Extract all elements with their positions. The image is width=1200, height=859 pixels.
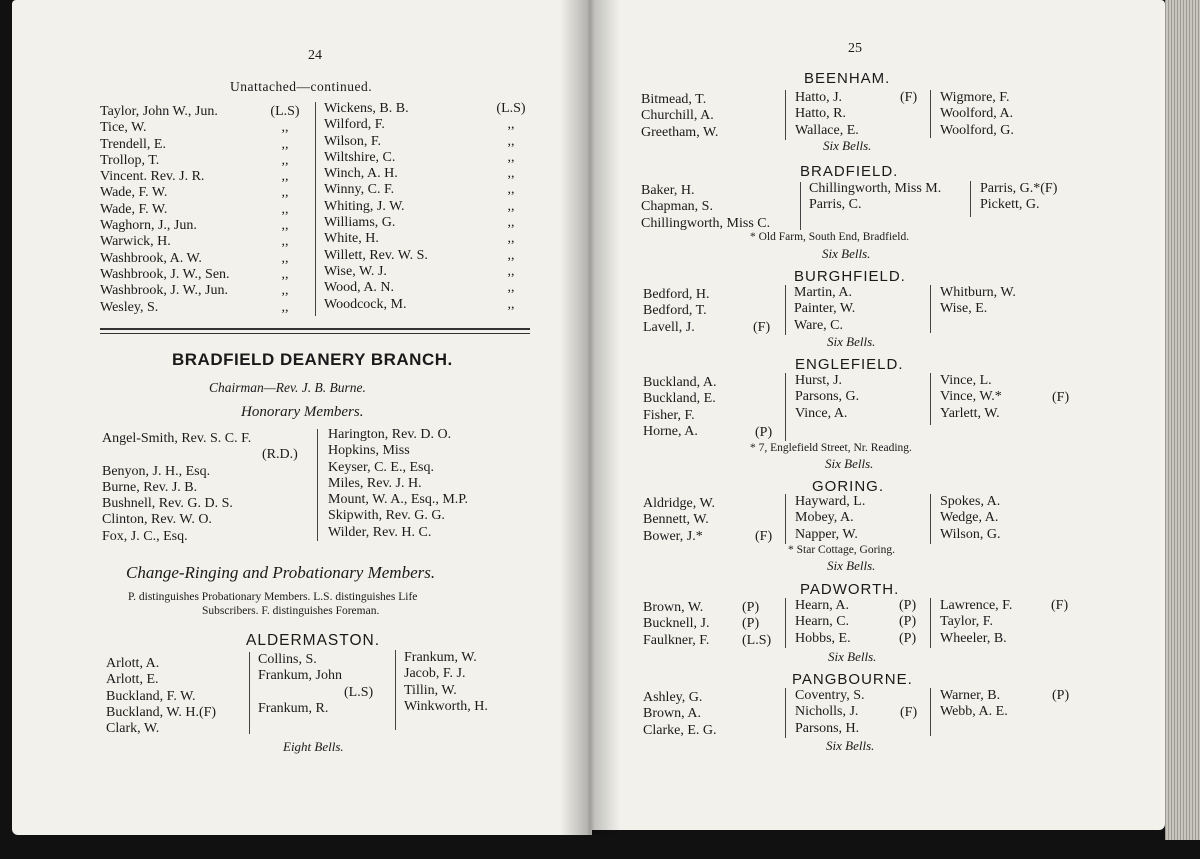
member-mark <box>1051 631 1068 647</box>
englefield-col1 <box>643 375 717 440</box>
member-name: Brown, W. <box>643 600 704 615</box>
member-name: Martin, A. <box>794 285 852 300</box>
member-name: Parsons, H. <box>795 720 860 736</box>
goring-col1 <box>643 496 715 545</box>
member-name: Wheeler, B. <box>940 630 1007 646</box>
padworth-col1-marks <box>742 600 771 649</box>
bradfield-note: * Old Farm, South End, Bradfield. <box>750 231 910 243</box>
goring-heading: GORING. <box>812 478 885 495</box>
member-mark: ,, <box>281 250 289 266</box>
member-name: Pickett, G. <box>980 197 1040 213</box>
englefield-foreman-mark: (F) <box>1052 390 1070 405</box>
legend-line-2: Subscribers. F. distinguishes Foreman. <box>202 605 380 617</box>
member-mark: (P) <box>899 630 917 646</box>
member-name: Woolford, G. <box>940 122 1014 138</box>
member-name: Webb, A. E. <box>940 704 1008 720</box>
column-divider <box>800 182 801 230</box>
member-name: Wedge, A. <box>940 510 999 526</box>
column-divider <box>930 494 931 544</box>
member-mark: ,, <box>281 185 289 201</box>
member-name: Parris, C. <box>809 197 862 213</box>
member-mark: ,, <box>507 149 515 165</box>
member-name: Woolford, A. <box>940 106 1014 122</box>
burghfield-heading: BURGHFIELD. <box>794 268 906 285</box>
padworth-col1 <box>643 600 710 649</box>
member-name: Taylor, F. <box>940 614 993 630</box>
burghfield-bells: Six Bells. <box>827 334 876 349</box>
member-mark: ,, <box>281 283 289 299</box>
member-name: Faulkner, F. <box>643 632 710 648</box>
goring-bells: Six Bells. <box>827 558 876 573</box>
honorary-member: Wilder, Rev. H. C. <box>328 524 432 540</box>
pangbourne-heading: PANGBOURNE. <box>792 671 913 688</box>
pangbourne-foreman-mark: (F) <box>900 705 918 720</box>
column-divider <box>785 90 786 140</box>
member-name: White, H. <box>324 231 379 247</box>
section-rule <box>100 328 530 330</box>
column-divider <box>317 429 318 541</box>
aldermaston-col3 <box>404 650 488 715</box>
member-name: Washbrook, J. W., Jun. <box>100 283 228 299</box>
padworth-heading: PADWORTH. <box>800 581 900 598</box>
member-name: Jacob, F. J. <box>404 666 466 682</box>
member-name: Wiltshire, C. <box>324 149 396 165</box>
member-name: Churchill, A. <box>641 108 714 124</box>
member-name: Spokes, A. <box>940 494 1001 509</box>
member-mark: ,, <box>281 169 289 185</box>
member-name: Warwick, H. <box>100 234 171 250</box>
englefield-bells: Six Bells. <box>825 456 874 471</box>
member-mark: ,, <box>281 299 289 315</box>
column-divider <box>315 102 316 316</box>
honorary-left-column <box>102 431 298 545</box>
member-name: Waghorn, J., Jun. <box>100 218 197 234</box>
honorary-member: Fox, J. C., Esq. <box>102 528 188 544</box>
member-name: Wilford, F. <box>324 117 385 133</box>
member-mark: (L.S) <box>496 101 526 116</box>
branch-title: BRADFIELD DEANERY BRANCH. <box>172 350 453 369</box>
honorary-member: Benyon, J. H., Esq. <box>102 463 211 479</box>
member-name: Wood, A. N. <box>324 280 395 296</box>
member-name: Buckland, W. H.(F) <box>106 704 217 720</box>
member-name: Bitmead, T. <box>641 92 707 107</box>
member-mark: (P) <box>742 600 760 615</box>
member-name: Bedford, T. <box>643 303 707 319</box>
member-name: Taylor, John W., Jun. <box>100 104 218 119</box>
change-ringing-title: Change-Ringing and Probationary Members. <box>126 563 436 582</box>
column-divider <box>930 688 931 736</box>
column-divider <box>785 285 786 335</box>
goring-note: * Star Cottage, Goring. <box>788 544 895 556</box>
member-name: Clarke, E. G. <box>643 722 717 738</box>
member-name: Collins, S. <box>258 652 317 667</box>
section-rule-thin <box>100 333 530 334</box>
honorary-member: Burne, Rev. J. B. <box>102 479 198 495</box>
aldermaston-bells: Eight Bells. <box>283 739 344 754</box>
member-name: Wise, E. <box>940 301 988 317</box>
aldermaston-col1 <box>106 656 216 737</box>
honorary-member: Hopkins, Miss <box>328 443 410 459</box>
member-name: Coventry, S. <box>795 688 865 703</box>
member-name: Woodcock, M. <box>324 296 407 312</box>
member-name: Warner, B. <box>940 688 1001 703</box>
member-mark: (P) <box>899 598 917 613</box>
aldermaston-heading: ALDERMASTON. <box>246 632 381 649</box>
section-title: Unattached—continued. <box>230 79 373 94</box>
member-name: Horne, A. <box>643 423 698 439</box>
column-divider <box>785 598 786 648</box>
padworth-col2-marks <box>899 598 916 647</box>
member-mark: ,, <box>507 166 515 182</box>
member-name: Lavell, J. <box>643 319 695 335</box>
member-mark: ,, <box>507 117 515 133</box>
member-mark: ,, <box>281 266 289 282</box>
goring-col2 <box>795 494 865 543</box>
beenham-col2 <box>795 90 859 139</box>
member-mark: ,, <box>281 152 289 168</box>
column-divider <box>785 688 786 738</box>
bradfield-bells: Six Bells. <box>822 246 871 261</box>
member-name: Hearn, A. <box>795 598 850 613</box>
member-name: Vincent. Rev. J. R. <box>100 169 205 185</box>
burghfield-col1 <box>643 287 710 336</box>
bradfield-heading: BRADFIELD. <box>800 163 899 180</box>
member-name: Wigmore, F. <box>940 90 1010 105</box>
burghfield-col3 <box>940 285 1016 318</box>
member-name: Chillingworth, Miss C. <box>641 215 771 231</box>
column-divider <box>785 373 786 441</box>
member-name: Bower, J.* <box>643 528 703 544</box>
englefield-probationary-mark: (P) <box>755 425 773 440</box>
member-name: Winny, C. F. <box>324 182 395 198</box>
member-mark: (L.S) <box>270 104 300 119</box>
member-name: Trollop, T. <box>100 152 160 168</box>
englefield-heading: ENGLEFIELD. <box>795 356 904 373</box>
page-number: 25 <box>848 41 862 56</box>
beenham-col3 <box>940 90 1014 139</box>
column-divider <box>395 650 396 730</box>
pangbourne-bells: Six Bells. <box>826 738 875 753</box>
member-name: Ashley, G. <box>643 690 703 705</box>
bradfield-col3 <box>980 181 1057 214</box>
member-name: Whiting, J. W. <box>324 198 405 214</box>
member-name: (L.S) <box>344 684 374 700</box>
member-name: Frankum, John <box>258 668 342 684</box>
member-name: Hatto, R. <box>795 106 846 122</box>
member-mark: (L.S) <box>742 632 772 648</box>
member-mark: ,, <box>507 280 515 296</box>
pangbourne-col3 <box>940 688 1008 721</box>
member-mark: ,, <box>507 263 515 279</box>
left-page <box>12 0 592 835</box>
member-name: Frankum, R. <box>258 700 329 716</box>
honorary-member: Harington, Rev. D. O. <box>328 427 452 442</box>
honorary-member: Miles, Rev. J. H. <box>328 475 422 491</box>
member-name: Williams, G. <box>324 215 396 231</box>
goring-foreman-mark: (F) <box>755 529 773 544</box>
member-name: Bennett, W. <box>643 512 709 528</box>
beenham-foreman-mark: (F) <box>900 90 918 105</box>
member-name: Ware, C. <box>794 317 844 333</box>
member-name: Wade, F. W. <box>100 201 168 217</box>
chairman-line: Chairman—Rev. J. B. Burne. <box>209 380 366 395</box>
member-name: Chapman, S. <box>641 199 713 215</box>
member-name: Buckland, A. <box>643 375 717 390</box>
member-name: Mobey, A. <box>795 510 854 526</box>
member-name: Willett, Rev. W. S. <box>324 247 428 263</box>
column-divider <box>930 285 931 333</box>
page-number: 24 <box>308 48 322 63</box>
book-spine-shadow <box>560 0 620 835</box>
member-name: Painter, W. <box>794 301 856 317</box>
member-mark: ,, <box>281 218 289 234</box>
member-name: Bucknell, J. <box>643 616 710 632</box>
member-mark: ,, <box>507 198 515 214</box>
member-name: Nicholls, J. <box>795 704 859 720</box>
burghfield-foreman-mark: (F) <box>753 320 771 335</box>
member-name: Bedford, H. <box>643 287 710 302</box>
honorary-member: Angel-Smith, Rev. S. C. F. <box>102 431 252 446</box>
member-mark: (P) <box>899 614 917 630</box>
unattached-right-column <box>324 101 428 313</box>
padworth-col3 <box>940 598 1012 647</box>
member-mark: ,, <box>507 133 515 149</box>
burghfield-col2 <box>794 285 855 334</box>
member-name: Parris, G.*(F) <box>980 181 1058 196</box>
unattached-left-marks <box>265 104 305 316</box>
englefield-col3 <box>940 373 1002 422</box>
member-name: Chillingworth, Miss M. <box>809 181 942 196</box>
honorary-member: Clinton, Rev. W. O. <box>102 512 212 528</box>
member-name: Vince, A. <box>795 405 848 421</box>
member-name: Winkworth, H. <box>404 698 488 714</box>
member-name: Hurst, J. <box>795 373 843 388</box>
honorary-member: Keyser, C. E., Esq. <box>328 459 434 475</box>
member-mark: ,, <box>281 201 289 217</box>
member-name: Napper, W. <box>795 526 858 542</box>
member-mark: ,, <box>507 182 515 198</box>
member-name: Whitburn, W. <box>940 285 1016 300</box>
padworth-bells: Six Bells. <box>828 649 877 664</box>
member-name: Fisher, F. <box>643 407 695 423</box>
member-name: Hayward, L. <box>795 494 866 509</box>
goring-col3 <box>940 494 1001 543</box>
member-name: Tice, W. <box>100 120 147 136</box>
englefield-col2 <box>795 373 859 422</box>
honorary-member: Bushnell, Rev. G. D. S. <box>102 496 233 512</box>
column-divider <box>930 598 931 648</box>
member-name: Wallace, E. <box>795 122 859 138</box>
member-name: Greetham, W. <box>641 124 719 140</box>
aldermaston-col2 <box>258 652 373 717</box>
member-name: Buckland, F. W. <box>106 688 196 704</box>
pangbourne-probationary-mark: (P) <box>1052 688 1070 703</box>
honorary-member: Mount, W. A., Esq., M.P. <box>328 492 469 508</box>
unattached-right-marks <box>487 101 535 313</box>
beenham-heading: BEENHAM. <box>804 70 891 87</box>
member-name: Wesley, S. <box>100 299 159 315</box>
column-divider <box>930 90 931 138</box>
pangbourne-col1 <box>643 690 716 739</box>
column-divider <box>785 494 786 544</box>
padworth-col2 <box>795 598 851 647</box>
member-name: Aldridge, W. <box>643 496 715 511</box>
member-name: Yarlett, W. <box>940 405 1000 421</box>
member-name: Vince, L. <box>940 373 992 388</box>
member-name: Washbrook, J. W., Sen. <box>100 266 230 282</box>
member-name: Trendell, E. <box>100 136 166 152</box>
column-divider <box>249 652 250 734</box>
member-mark: ,, <box>507 296 515 312</box>
honorary-title: Honorary Members. <box>241 404 364 420</box>
member-mark: ,, <box>507 247 515 263</box>
bradfield-col1 <box>641 183 770 232</box>
member-mark: ,, <box>507 231 515 247</box>
member-mark: (P) <box>742 616 760 632</box>
member-name: Parsons, G. <box>795 389 860 405</box>
englefield-note: * 7, Englefield Street, Nr. Reading. <box>750 442 912 454</box>
honorary-member: (R.D.) <box>262 447 298 463</box>
member-name: Wise, W. J. <box>324 263 387 279</box>
member-name: Wickens, B. B. <box>324 101 409 116</box>
member-mark: (F) <box>1051 598 1069 613</box>
bradfield-col2 <box>809 181 941 214</box>
member-name: Frankum, W. <box>404 650 477 665</box>
member-name: Hatto, J. <box>795 90 843 105</box>
column-divider <box>930 373 931 425</box>
honorary-right-column <box>328 427 468 541</box>
member-mark: ,, <box>281 120 289 136</box>
beenham-bells: Six Bells. <box>823 138 872 153</box>
column-divider <box>970 181 971 217</box>
member-name: Washbrook, A. W. <box>100 250 202 266</box>
member-name: Wilson, F. <box>324 133 382 149</box>
member-name: Winch, A. H. <box>324 166 398 182</box>
member-name: Vince, W.* <box>940 389 1002 405</box>
page-edges <box>1165 0 1200 840</box>
member-name: Clark, W. <box>106 721 160 737</box>
member-name: Wilson, G. <box>940 526 1001 542</box>
beenham-col1 <box>641 92 718 141</box>
member-name: Hobbs, E. <box>795 630 851 646</box>
member-name: Baker, H. <box>641 183 695 198</box>
member-mark <box>1051 614 1068 630</box>
member-name: Arlott, E. <box>106 672 159 688</box>
member-name: Brown, A. <box>643 706 701 722</box>
unattached-left-column <box>100 104 230 316</box>
member-mark: ,, <box>281 136 289 152</box>
member-name: Lawrence, F. <box>940 598 1013 613</box>
member-name: Wade, F. W. <box>100 185 168 201</box>
right-page <box>590 0 1165 830</box>
pangbourne-col2 <box>795 688 864 737</box>
member-name: Hearn, C. <box>795 614 850 630</box>
member-name: Buckland, E. <box>643 391 716 407</box>
padworth-col3-marks <box>1051 598 1068 647</box>
member-name: Arlott, A. <box>106 656 160 671</box>
honorary-member: Skipwith, Rev. G. G. <box>328 508 445 524</box>
member-mark: ,, <box>507 215 515 231</box>
member-name: Tillin, W. <box>404 682 457 698</box>
member-mark: ,, <box>281 234 289 250</box>
legend-line-1: P. distinguishes Probationary Members. L.S. distinguishes Life <box>128 591 418 603</box>
